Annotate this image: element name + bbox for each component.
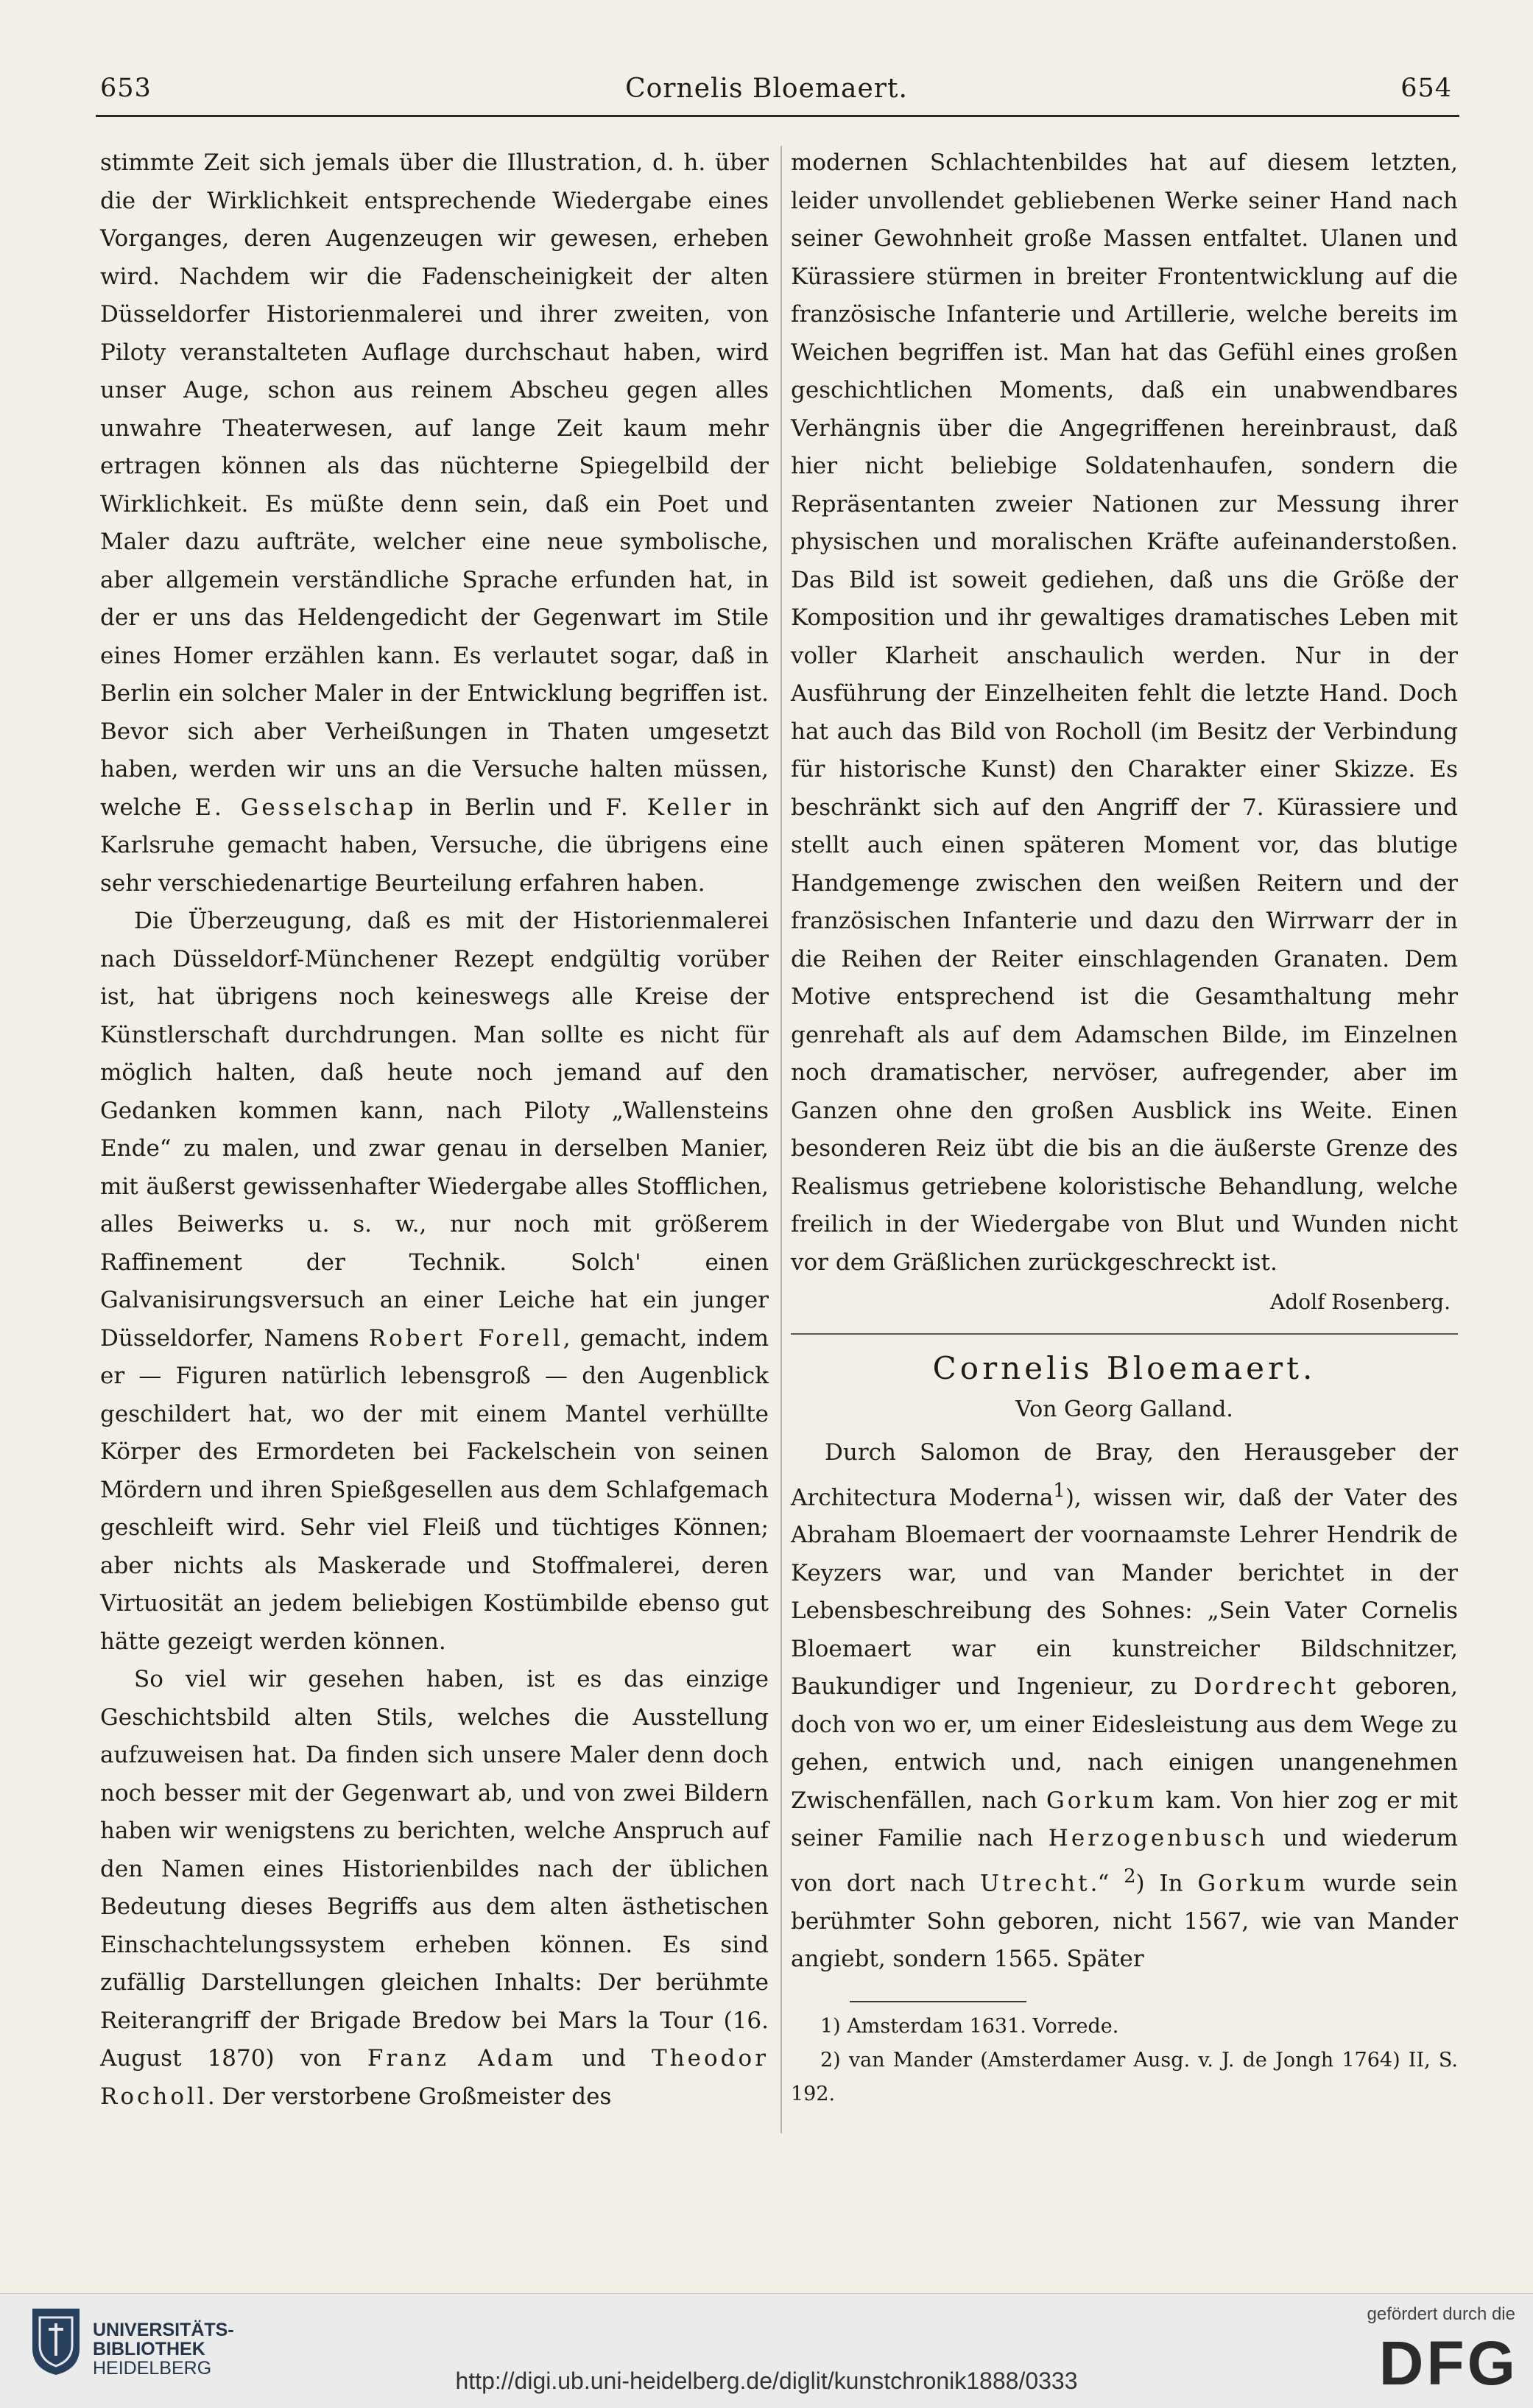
header-rule <box>96 115 1459 117</box>
footnote: 2) van Mander (Amsterdamer Ausg. v. J. de Jongh 1764) II, S. 192. <box>791 2048 1458 2105</box>
artist-name: F. Keller <box>605 794 734 821</box>
permalink-url[interactable]: http://digi.ub.uni-heidelberg.de/diglit/kunstchronik1888/0333 <box>455 2368 1078 2394</box>
artist-name: Franz Adam <box>367 2045 557 2072</box>
footnote-marker[interactable]: 1 <box>1053 1479 1065 1502</box>
page-number-right: 654 <box>1400 74 1452 103</box>
place-name: Gorkum <box>1046 1787 1157 1814</box>
place-name: Dordrecht <box>1194 1673 1339 1701</box>
footnote-rule <box>850 2001 1026 2002</box>
author-signature: Adolf Rosenberg. <box>1270 1290 1451 1314</box>
paragraph: So viel wir gesehen haben, ist es das einzige Geschichtsbild alten Stils, welches die Ausstellung aufzuweisen hat. Da finden sich unsere Maler denn doch noch besser mit der Gegenwart ab, und von zwei Bildern haben wir wenigstens zu berichten, welche Anspruch auf den Namen eines Historienbildes nach der üblichen Bedeutung dieses Begriffs aus dem alten ästhetischen Einschachtelungssystem erheben können. Es sind zufällig Darstellungen gleichen Inhalts: Der berühmte Reiterangriff der Brigade Bredow bei Mars la Tour (16. August 1870) von Franz Adam und Theodor Rocholl. Der verstorbene Großmeister des <box>100 1666 769 2110</box>
page-number-left: 653 <box>100 74 152 103</box>
dfg-logo[interactable]: DFG <box>1378 2328 1518 2398</box>
artist-name: Robert Forell <box>368 1324 563 1352</box>
funding-note: gefördert durch die <box>1367 2304 1515 2324</box>
column-divider <box>780 146 782 2133</box>
article-author: Von Georg Galland. <box>1015 1396 1233 1422</box>
paragraph: stimmte Zeit sich jemals über die Illustration, d. h. über die der Wirklichkeit entsprechende Wiedergabe eines Vorganges, deren Augenzeugen wir gewesen, erheben wird. Nachdem wir die Fadenscheinigkeit der alten Düsseldorfer Historienmalerei und ihrer zweiten, von Piloty veranstalteten Auflage durchschaut haben, wird unser Auge, schon aus reinem Abscheu gegen alles unwahre Theaterwesen, auf lange Zeit kaum mehr ertragen können als das nüchterne Spiegelbild der Wirklichkeit. Es müßte denn sein, daß ein Poet und Maler dazu aufträte, welcher eine neue symbolische, aber allgemein verständliche Sprache erfunden hat, in der er uns das Heldengedicht der Gegenwart im Stile eines Homer erzählen kann. Es verlautet sogar, daß in Berlin ein solcher Maler in der Entwicklung begriffen ist. Bevor sich aber Verheißungen in Thaten umgesetzt haben, werden wir uns an die Versuche halten müssen, welche E. Gesselschap in Berlin und F. Keller in Karlsruhe gemacht haben, Versuche, die übrigens eine sehr verschiedenartige Beurteilung erfahren haben. <box>100 149 769 897</box>
footnote-marker[interactable]: 2 <box>1124 1865 1136 1888</box>
paragraph: modernen Schlachtenbildes hat auf diesem letzten, leider unvollendet gebliebenen Werke seiner Hand nach seiner Gewohnheit große Massen entfaltet. Ulanen und Kürassiere stürmen in breiter Frontentwicklung auf die französische Infanterie und Artillerie, welche bereits im Weichen begriffen ist. Man hat das Gefühl eines großen geschichtlichen Moments, daß ein unabwendbares Verhängnis über die Angegriffenen hereinbraust, daß hier nicht beliebige Soldatenhaufen, sondern die Repräsentanten zweier Nationen zur Messung ihrer physischen und moralischen Kräfte aufeinanderstoßen. Das Bild ist soweit gediehen, daß uns die Größe der Komposition und ihr gewaltiges dramatisches Leben mit voller Klarheit anschaulich werden. Nur in der Ausführung der Einzelheiten fehlt die letzte Hand. Doch hat auch das Bild von Rocholl (im Besitz der Verbindung für historische Kunst) den Charakter einer Skizze. Es beschränkt sich auf den Angriff der 7. Kürassiere und stellt auch einen späteren Moment vor, das blutige Handgemenge zwischen den weißen Reitern und der französischen Infanterie und dazu den Wirrwarr der in die Reihen der Reiter einschlagenden Granaten. Dem Motive entsprechend ist die Gesamthaltung mehr genrehaft als auf dem Adamschen Bilde, im Einzelnen noch dramatischer, nervöser, aufregender, aber im Ganzen ohne den großen Ausblick ins Weite. Einen besonderen Reiz übt die bis an die äußerste Grenze des Realismus getriebene koloristische Behandlung, welche freilich in der Wiedergabe von Blut und Wunden nicht vor dem Gräßlichen zurückgeschreckt ist. <box>791 149 1458 1276</box>
footnote: 1) Amsterdam 1631. Vorrede. <box>820 2014 1119 2038</box>
university-seal-icon[interactable] <box>27 2304 85 2378</box>
artist-name: E. Gesselschap <box>194 794 417 821</box>
left-column <box>100 144 769 2116</box>
paragraph: Durch Salomon de Bray, den Herausgeber der Architectura Moderna$^1$), wissen wir, daß der Vater des Abraham Bloemaert der voornaamste Lehrer Hendrik de Keyzers war, und van Mander berichtet in der Lebensbeschreibung des Sohnes: „Sein Vater Cornelis Bloemaert war ein kunstreicher Bildschnitzer, Baukundiger und Ingenieur, zu Dordrecht geboren, doch von wo er, um einer Eidesleistung aus dem Wege zu gehen, entwich und, nach einigen unangenehmen Zwischenfällen, nach Gorkum kam. Von hier zog er mit seiner Familie nach Herzogenbusch und wiederum von dort nach Utrecht.“ $^2$) In Gorkum wurde sein berühmter Sohn geboren, nicht 1567, wie van Mander angiebt, sondern 1565. Später <box>791 1439 1459 1973</box>
place-name: Utrecht <box>980 1870 1090 1897</box>
paragraph: Die Überzeugung, daß es mit der Historienmalerei nach Düsseldorf-Münchener Rezept endgültig vorüber ist, hat übrigens noch keineswegs alle Kreise der Künstlerschaft durchdrungen. Man sollte es nicht für möglich halten, daß heute noch jemand auf den Gedanken kommen kann, nach Piloty „Wallensteins Ende“ zu malen, und zwar genau in derselben Manier, mit äußerst gewissenhafter Wiedergabe alles Stofflichen, alles Beiwerks u. s. w., nur noch mit größerem Raffinement der Technik. Solch' einen Galvanisirungsversuch an einer Leiche hat ein junger Düsseldorfer, Namens Robert Forell, gemacht, indem er — Figuren natürlich lebensgroß — den Augenblick geschildert hat, wo der mit einem Mantel verhüllte Körper des Ermordeten bei Fackelschein von seinen Mördern und ihren Spießgesellen aus dem Schlafgemach geschleift wird. Sehr viel Fleiß und tüchtiges Können; aber nichts als Maskerade und Stoffmalerei, deren Virtuosität an jedem beliebigen Kostümbilde ebenso gut hätte gezeigt werden können. <box>100 908 769 1655</box>
institution-name[interactable]: UNIVERSITÄTS- BIBLIOTHEK HEIDELBERG <box>93 2320 234 2379</box>
artist-name: Theodor Rocholl <box>100 2045 769 2110</box>
place-name: Herzogenbusch <box>1048 1825 1269 1852</box>
section-divider <box>791 1333 1458 1335</box>
running-title: Cornelis Bloemaert. <box>625 74 908 104</box>
place-name: Gorkum <box>1197 1870 1308 1897</box>
article-title: Cornelis Bloemaert. <box>932 1349 1317 1386</box>
right-column <box>791 144 1458 2111</box>
